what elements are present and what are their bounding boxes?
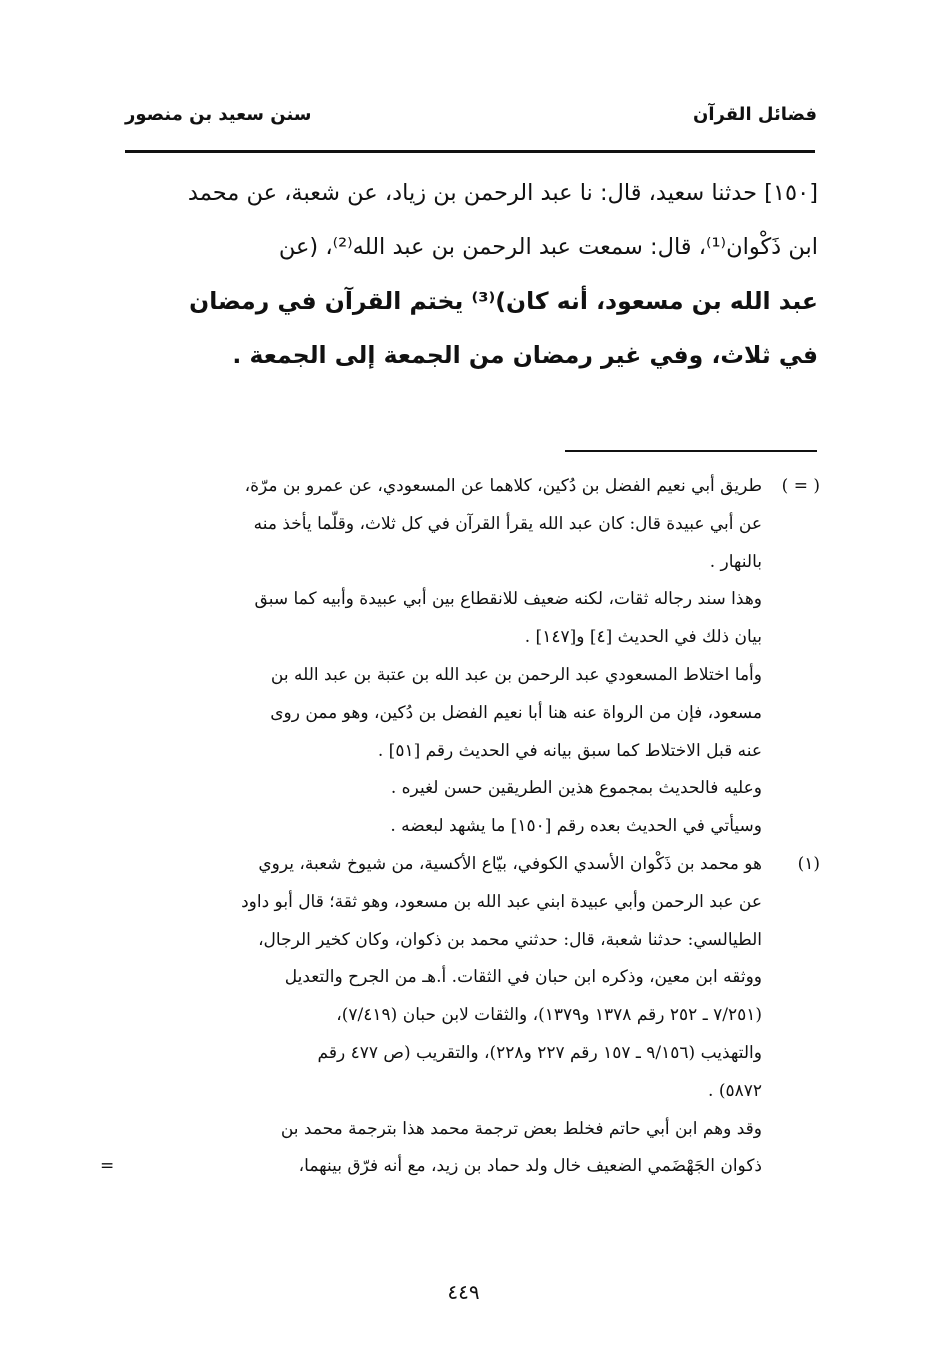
footnote-line: مسعود، فإن من الرواة عنه هنا أبا نعيم الفضل بن دُكين، وهو ممن روى [270, 702, 762, 723]
hadith-line: في ثلاث، وفي غير رمضان من الجمعة إلى الجمعة . [232, 341, 818, 369]
footnote-text: طريق أبي نعيم الفضل بن دُكين، كلاهما عن المسعودي، عن عمرو بن مرّة، [244, 476, 762, 496]
footnote-line: وقد وهم ابن أبي حاتم فخلط بعض ترجمة محمد هذا بترجمة محمد بن [280, 1118, 762, 1139]
footnote-line: عن أبي عبيدة قال: كان عبد الله يقرأ القرآن في كل ثلاث، وقلّما يأخذ منه [253, 513, 762, 534]
continuation-marker: ( = ) [781, 476, 820, 496]
footnote-line: وعليه فالحديث بمجموع هذين الطريقين حسن لغيره . [390, 778, 762, 799]
footnote-line: وأما اختلاط المسعودي عبد الرحمن بن عبد الله بن عتبة بن عبد الله بن [270, 664, 762, 685]
footnote-line [118, 468, 820, 506]
footnote-line: والتهذيب (٩/١٥٦ ـ ١٥٧ رقم ٢٢٧ و٢٢٨)، والتقريب (ص ٤٧٧ رقم [317, 1042, 762, 1063]
hadith-text [120, 166, 818, 382]
footnote-line: الطيالسي: حدثنا شعبة، قال: حدثني محمد بن ذكوان، وكان كخير الرجال، [258, 929, 762, 950]
hadith-line: [١٥٠] حدثنا سعيد، قال: نا عبد الرحمن بن زياد، عن شعبة، عن محمد [187, 180, 818, 206]
footnote-line: ووثقه ابن معين، وذكره ابن حبان في الثقات. أ.هـ من الجرح والتعديل [284, 967, 762, 988]
footnote-divider [565, 450, 817, 452]
book-title: سنن سعيد بن منصور [125, 104, 312, 125]
footnote-line: بالنهار . [709, 551, 762, 572]
footnote-text: هو محمد بن ذَكْوان الأسدي الكوفي، بيّاع الأكسية، من شيوخ شعبة، يروي [258, 853, 762, 874]
footnote-line [100, 1148, 820, 1186]
footnote-line: عن عبد الرحمن وأبي عبيدة ابني عبد الله بن مسعود، وهو ثقة؛ قال أبو داود [241, 891, 762, 912]
page-number: ٤٤٩ [447, 1280, 480, 1304]
hadith-line: عبد الله بن مسعود، أنه كان)⁽³⁾ يختم القرآن في رمضان [189, 287, 818, 315]
footnote-line: عنه قبل الاختلاط كما سبق بيانه في الحديث رقم [٥١] . [377, 740, 762, 761]
footnote-number: (١) [797, 853, 820, 874]
footnotes [100, 468, 820, 1186]
footnote-line [118, 846, 820, 884]
continuation-marker: = [100, 1156, 115, 1177]
header-divider [125, 150, 815, 153]
footnote-text: ذكوان الجَهْضَمي الضعيف خال ولد حماد بن زيد، مع أنه فرّق بينهما، [298, 1156, 762, 1177]
footnote-line: بيان ذلك في الحديث [٤] و[١٤٧] . [524, 627, 762, 648]
footnote-line: وسيأتي في الحديث بعده رقم [١٥٠] ما يشهد لبعضه . [390, 816, 762, 837]
footnote-line: وهذا سند رجاله ثقات، لكنه ضعيف للانقطاع بين أبي عبيدة وأبيه كما سبق [254, 589, 762, 610]
hadith-line: ابن ذَكْوان⁽¹⁾، قال: سمعت عبد الرحمن بن عبد الله⁽²⁾، (عن [278, 234, 818, 260]
footnote-line: ٥٨٧٢) . [708, 1080, 762, 1101]
footnote-line: (٧/٢٥١ ـ ٢٥٢ رقم ١٣٧٨ و١٣٧٩)، والثقات لابن حبان (٧/٤١٩)، [336, 1005, 762, 1026]
chapter-title: فضائل القرآن [693, 104, 817, 125]
